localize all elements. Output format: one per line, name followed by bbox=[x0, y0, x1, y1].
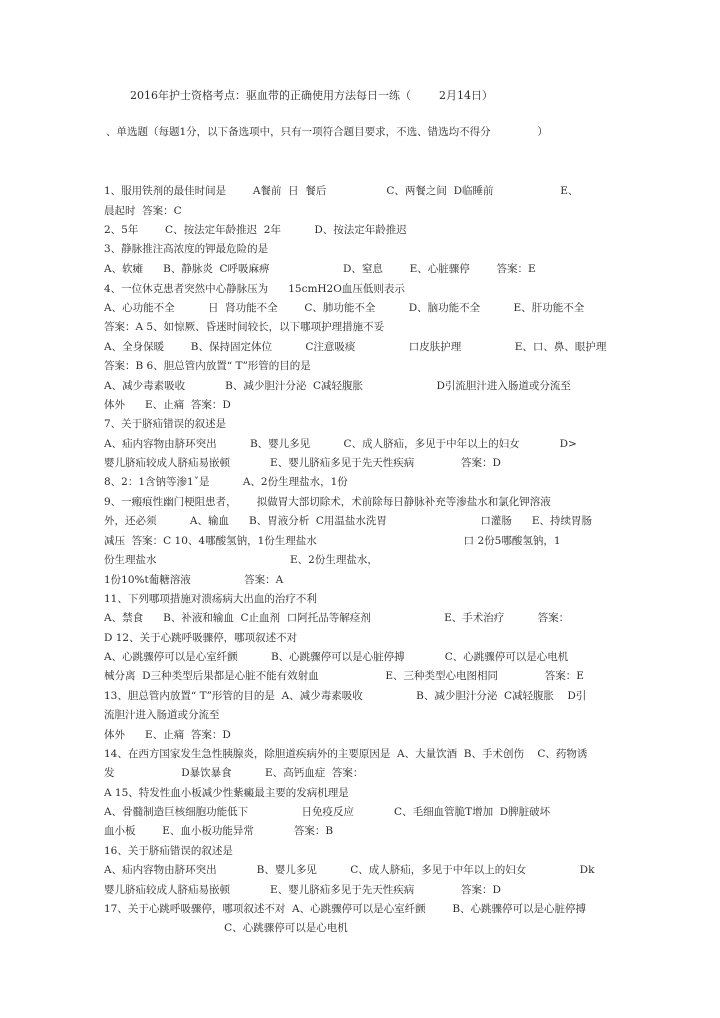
text-line: 婴儿脐疝较成人脐疝易嵌顿 E、婴儿脐疝多见于先天性疾病 答案：D bbox=[104, 457, 501, 469]
text-line: 4、一位休克患者突然中心静脉压为 15cmH2O血压低则表示 bbox=[104, 283, 405, 295]
text-line: 1份10%t葡糖溶液 答案：A bbox=[104, 574, 284, 586]
text-line: 婴儿脐疝较成人脐疝易嵌顿 E、婴儿脐疝多见于先天性疾病 答案：D bbox=[104, 884, 501, 896]
text-line: 17、关于心跳呼吸骤停，哪项叙述不对 A、心跳骤停可以是心室纤颤 B、心跳骤停可以是心脏停搏 bbox=[104, 903, 587, 915]
text-line: A、减少毒素吸收 B、减少胆汁分泌 C减轻腹胀 D引流胆汁进入肠道或分流至 bbox=[104, 380, 571, 392]
text-line: 1、服用铁剂的最佳时间是 A餐前 日 餐后 C、两餐之间 D临睡前 E、 bbox=[104, 185, 579, 197]
text-line: A、疝内容物由脐环突出 B、婴儿多见 C、成人脐疝，多见于中年以上的妇女 D> bbox=[104, 438, 577, 450]
text-line: A、全身保暖 B、保持固定体位 C注意吸痰 口皮肤护理 E、口、鼻、眼护理 bbox=[104, 341, 607, 353]
text-line: 8、2：1含钠等渗1ˇ是 A、2份生理盐水，1份 bbox=[104, 476, 348, 488]
text-line: 2、5年 C、按法定年龄推迟 2年 D、按法定年龄推迟 bbox=[104, 224, 407, 236]
text-line: A 15、特发性血小板减少性紫癜最主要的发病机理是 bbox=[104, 787, 349, 799]
text-line: A、禁食 B、补液和输血 C止血剂 口阿托品等解痉剂 E、手术治疗 答案： bbox=[104, 612, 570, 624]
text-line: 3、静脉推注高浓度的钾最危险的是 bbox=[104, 243, 269, 255]
document-title: 2016年护士资格考点：驱血带的正确使用方法每日一练（ 2月14日） bbox=[130, 89, 493, 102]
text-line: 发 D暴饮暴食 E、高钙血症 答案： bbox=[104, 767, 364, 779]
text-line: 14、在西方国家发生急性胰腺炎，除胆道疾病外的主要原因是 A、大量饮酒 B、手术创伤 C、药物诱 bbox=[104, 748, 588, 760]
text-line: 13、胆总管内放置“ T”形管的目的是 A、减少毒素吸收 B、减少胆汁分泌 C减轻腹胀 D引 bbox=[104, 690, 587, 702]
text-line: 份生理盐水 E、2份生理盐水， bbox=[104, 554, 378, 566]
text-line: C、心跳骤停可以是心电机 bbox=[104, 922, 348, 934]
text-line: 体外 E、止痛 答案：D bbox=[104, 399, 231, 411]
text-line: 流胆汁进入肠道或分流至 bbox=[104, 709, 220, 721]
text-line: A、心功能不全 日 肾功能不全 C、肺功能不全 D、脑功能不全 E、肝功能不全 bbox=[104, 302, 585, 314]
text-line: 7、关于脐疝错误的叙述是 bbox=[104, 418, 227, 430]
text-line: D 12、关于心跳呼吸骤停，哪项叙述不对 bbox=[104, 632, 298, 644]
text-line: A、骨髓制造巨核细胞功能低下 日免疫反应 C、毛细血管脆T增加 D脾脏破坏 bbox=[104, 806, 551, 818]
text-line: 减压 答案：C 10、4哪酸氢钠，1份生理盐水 口 2份5哪酸氢钠，1 bbox=[104, 535, 561, 547]
text-line: 械分离 D三种类型后果都是心脏不能有效射血 E、三种类型心电图相同 答案：E bbox=[104, 670, 584, 682]
text-line: 答案：B 6、胆总管内放置“ T”形管的目的是 bbox=[104, 360, 311, 372]
text-line: 体外 E、止痛 答案：D bbox=[104, 729, 231, 741]
text-line: 血小板 E、血小板功能异常 答案：B bbox=[104, 825, 334, 837]
section-heading: 、单选题（每题1分，以下备选项中，只有一项符合题目要求，不选、错选均不得分 ） bbox=[106, 126, 548, 138]
text-line: 16、关于脐疝错误的叙述是 bbox=[104, 845, 233, 857]
text-line: A、心跳骤停可以是心室纤颤 B、心跳骤停可以是心脏停搏 C、心跳骤停可以是心电机 bbox=[104, 651, 569, 663]
text-line: 晨起时 答案：C bbox=[104, 205, 182, 217]
text-line: 11、下列哪项措施对溃疡病大出血的治疗不利 bbox=[104, 593, 317, 605]
text-line: 9、一瘢痕性幽门梗阻患者， 拟做胃大部切除术，术前除每日静脉补充等渗盐水和氯化钾溶液 bbox=[104, 496, 551, 508]
text-line: A、软瘫 B、静脉炎 C呼吸麻痹 D、窒息 E、心脏骤停 答案：E bbox=[104, 263, 536, 275]
text-line: 答案：A 5、如惊厥、昏迷时间较长，以下哪项护理措施不妥 bbox=[104, 321, 385, 333]
text-line: 外，还必须 A、输血 B、胃液分析 C用温盐水洗胃 口灌肠 E、持续胃肠 bbox=[104, 515, 593, 527]
text-line: A、疝内容物由脐环突出 B、婴儿多见 C、成人脐疝，多见于中年以上的妇女 Dk bbox=[104, 864, 595, 876]
